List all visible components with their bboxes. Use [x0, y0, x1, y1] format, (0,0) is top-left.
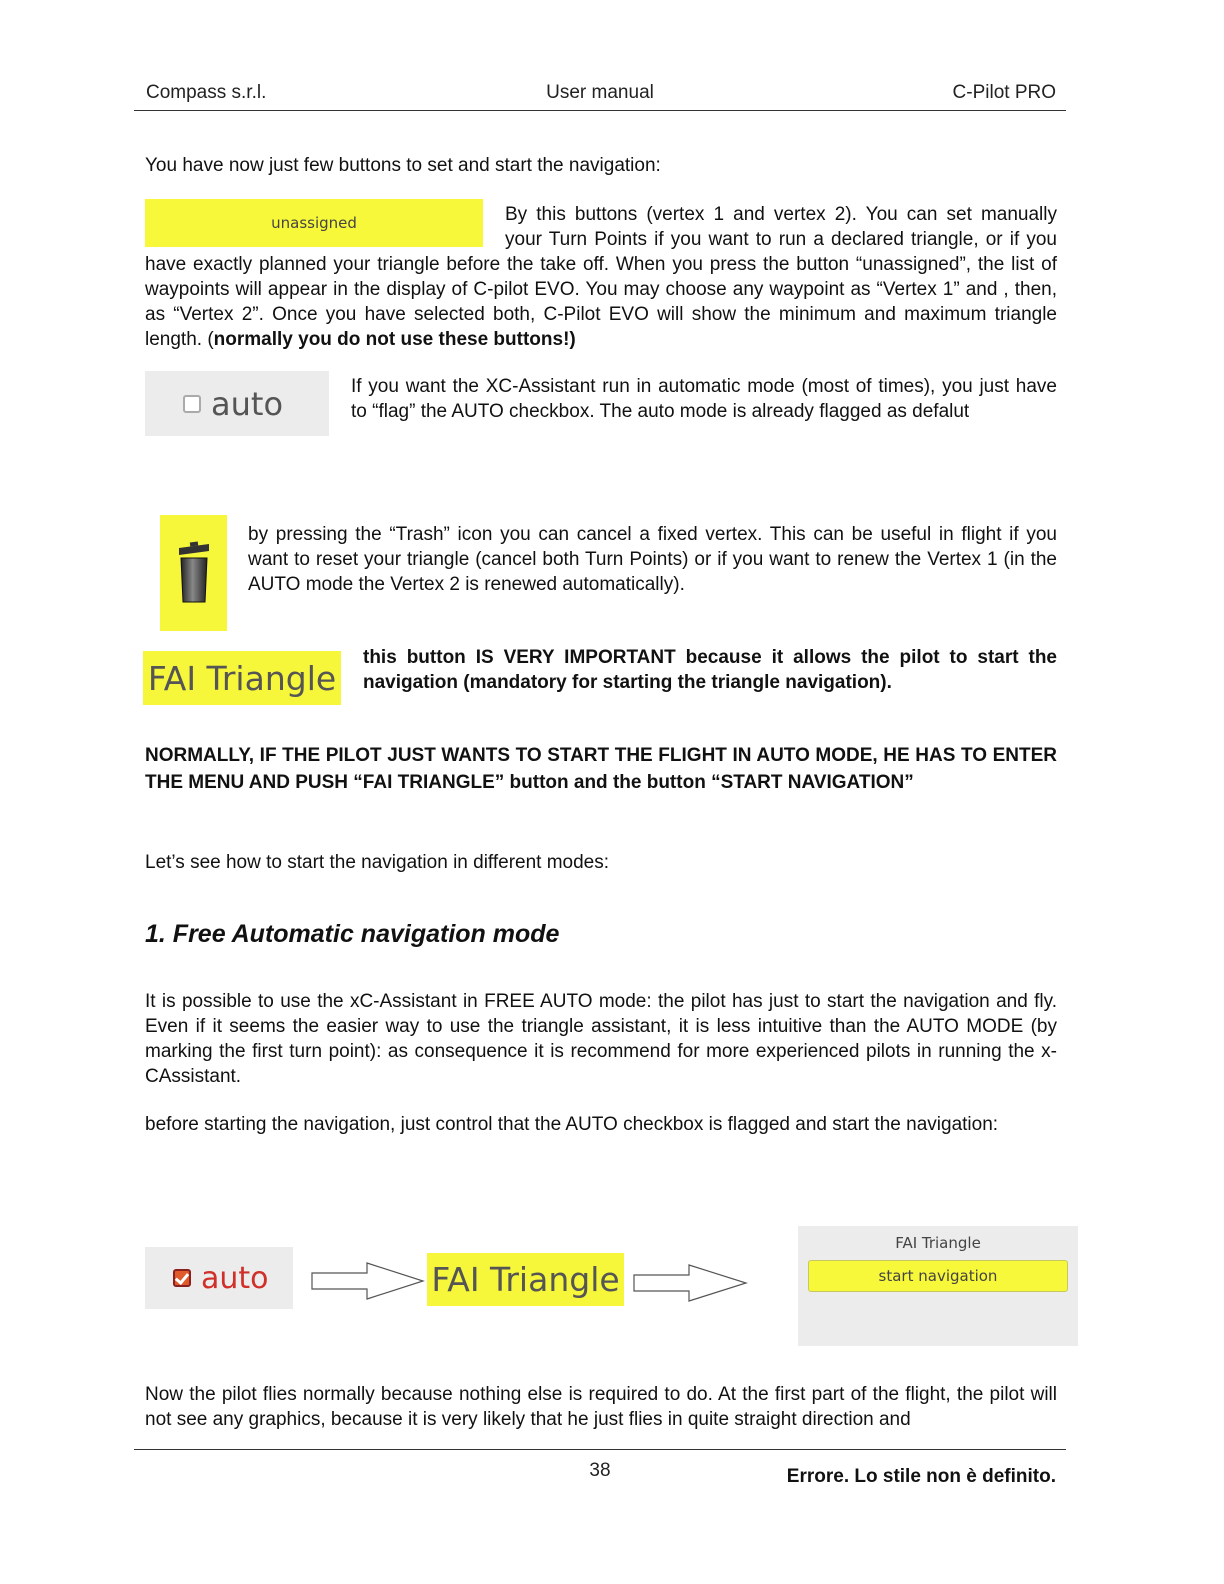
- fai-triangle-menu-panel: [798, 1226, 1078, 1346]
- auto-checkbox-label: auto: [211, 384, 284, 423]
- unassigned-button-label: unassigned: [271, 214, 357, 232]
- auto-paragraph: If you want the XC-Assistant run in automatic mode (most of times), you just have to “flag” the AUTO checkbox. The auto mode is already flagged as defalut: [351, 376, 1057, 422]
- footer-rule: [134, 1449, 1066, 1450]
- footer-error-text: Errore. Lo stile non è definito.: [786, 1466, 1056, 1487]
- start-navigation-button[interactable]: [808, 1260, 1068, 1292]
- fai-triangle-button-label: FAI Triangle: [147, 658, 337, 698]
- section-heading: 1. Free Automatic navigation mode: [145, 920, 560, 948]
- modes-intro-text: Let’s see how to start the navigation in different modes:: [145, 852, 610, 873]
- header-title: User manual: [546, 82, 654, 103]
- normally-paragraph: NORMALLY, IF THE PILOT JUST WANTS TO START THE FLIGHT IN AUTO MODE, HE HAS TO ENTER THE MENU AND PUSH “FAI TRIANGLE” button and the button “START NAVIGATION”: [145, 745, 1057, 793]
- flow-arrow-right-icon: [311, 1262, 425, 1300]
- trash-paragraph: by pressing the “Trash” icon you can cancel a fixed vertex. This can be useful in flight if you want to reset your triangle (cancel both Turn Points) or if you want to renew the Vertex 1 (in the AUTO mode the Vertex 2 is renewed automatically).: [248, 524, 1057, 595]
- free-auto-paragraph: It is possible to use the xC-Assistant in FREE AUTO mode: the pilot has just to start the navigation and fly. Even if it seems the easier way to use the triangle assistant, it is less intuitive than the AUTO MODE (by marking the first turn point): as consequence it is recommend for more experienced pilots in running the x-CAssistant.: [145, 991, 1057, 1087]
- panel-title: FAI Triangle: [895, 1234, 981, 1252]
- header-rule: [134, 110, 1066, 111]
- fai-paragraph: this button IS VERY IMPORTANT because it allows the pilot to start the navigation (mandatory for starting the triangle navigation).: [363, 647, 1057, 693]
- flow-fai-triangle-label: FAI Triangle: [431, 1260, 620, 1299]
- fai-triangle-button[interactable]: [143, 651, 341, 705]
- vertex-paragraph-bold: normally you do not use these buttons!): [213, 329, 576, 350]
- start-navigation-label: start navigation: [878, 1267, 998, 1285]
- bottom-paragraph: Now the pilot flies normally because nothing else is required to do. At the first part of the flight, the pilot will not see any graphics, because it is very likely that he just flies in quite straight direction and: [145, 1384, 1057, 1430]
- intro-text: You have now just few buttons to set and start the navigation:: [145, 155, 661, 176]
- flow-auto-label: auto: [201, 1260, 269, 1296]
- auto-checkbox-image[interactable]: [145, 371, 329, 436]
- page-number: 38: [589, 1460, 611, 1481]
- header-product: C-Pilot PRO: [952, 82, 1056, 103]
- before-starting-paragraph: before starting the navigation, just control that the AUTO checkbox is flagged and start the navigation:: [145, 1114, 999, 1135]
- trash-icon: [176, 540, 212, 606]
- checkbox-checked-icon: [173, 1269, 191, 1287]
- checkbox-unchecked-icon: [183, 395, 201, 413]
- flow-fai-triangle-button[interactable]: [427, 1253, 624, 1306]
- vertex-paragraph: [145, 202, 1057, 352]
- vertex-paragraph-text: By this buttons (vertex 1 and vertex 2). You can set manually your Turn Points if you want to run a declared triangle, or if you have exactly planned your triangle before the take off. When you press the button “unassigned”, the list of waypoints will appear in the display of C-pilot EVO. You may choose any waypoint as “Vertex 1” and , then, as “Vertex 2”. Once you have selected both, C-Pilot EVO will show the minimum and maximum triangle length. (: [145, 204, 1057, 350]
- flow-auto-checkbox[interactable]: [145, 1247, 293, 1309]
- trash-button[interactable]: [160, 515, 227, 631]
- header-company: Compass s.r.l.: [146, 82, 267, 103]
- flow-arrow-right-icon-2: [633, 1264, 748, 1302]
